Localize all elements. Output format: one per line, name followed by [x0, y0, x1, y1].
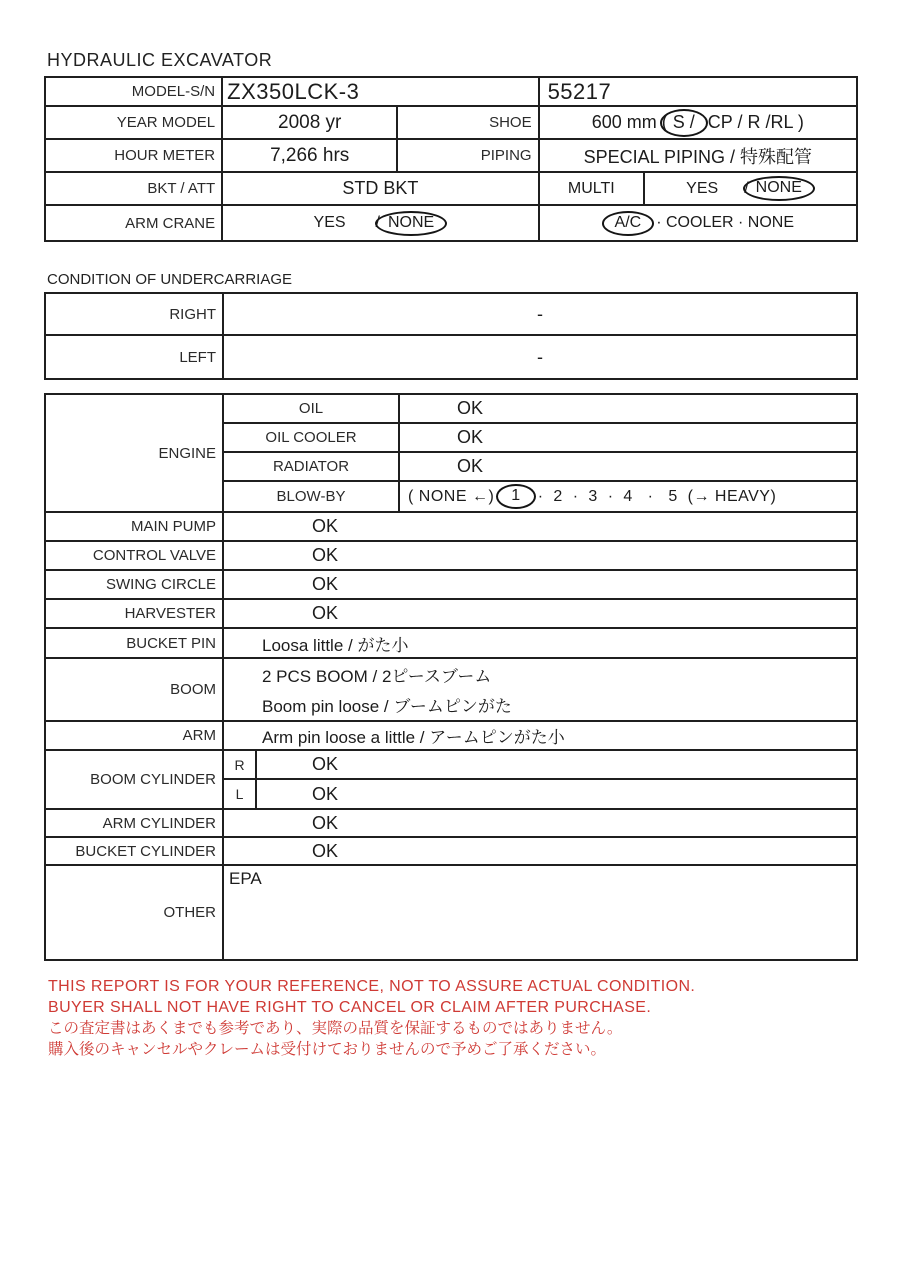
- control-valve-row: [46, 542, 856, 571]
- shoe-value-prefix: 600 mm (: [591, 112, 668, 132]
- boom-group: [46, 659, 856, 722]
- arm-crane-value: [223, 206, 539, 240]
- oil-cooler-label: OIL COOLER: [224, 424, 400, 451]
- report-content: [44, 0, 858, 1060]
- boom-note-line1: 2 PCS BOOM / 2ピースブーム: [262, 666, 492, 686]
- disclaimer: [48, 976, 858, 1060]
- ac-cooler-rest: · COOLER · NONE: [656, 214, 795, 231]
- bucket-pin-value: Loosa little / がた小: [262, 635, 409, 655]
- blow-by-label: BLOW-BY: [224, 482, 400, 511]
- radiator-value: OK: [457, 456, 484, 476]
- oil-label: OIL: [224, 395, 400, 422]
- blow-by-value: [400, 482, 856, 511]
- arm-label: ARM: [46, 722, 224, 749]
- swing-circle-value: OK: [312, 574, 339, 594]
- arm-cylinder-row: [46, 810, 856, 838]
- shoe-circle-annotation: S /: [660, 109, 708, 137]
- piping-label: PIPING: [398, 140, 539, 171]
- radiator-label: RADIATOR: [224, 453, 400, 480]
- ac-circle-annotation: A/C: [602, 211, 655, 236]
- serial-value: 55217: [547, 78, 612, 104]
- harvester-row: [46, 600, 856, 629]
- bkt-att-label: BKT / ATT: [46, 173, 223, 204]
- arm-row: [46, 722, 856, 751]
- disclaimer-line-3: この査定書はあくまでも参考であり、実際の品質を保証するものではありません。: [48, 1020, 623, 1037]
- bucket-pin-label: BUCKET PIN: [46, 629, 224, 657]
- other-group: [46, 866, 856, 959]
- disclaimer-line-2: BUYER SHALL NOT HAVE RIGHT TO CANCEL OR CLAIM AFTER PURCHASE.: [48, 999, 652, 1016]
- multi-yes-option: YES: [686, 179, 719, 197]
- main-pump-label: MAIN PUMP: [46, 513, 224, 540]
- arm-crane-label: ARM CRANE: [46, 206, 223, 240]
- shoe-value: [540, 107, 856, 138]
- multi-label: MULTI: [540, 173, 645, 204]
- right-label: RIGHT: [46, 294, 224, 334]
- main-pump-value: OK: [312, 516, 339, 536]
- page-title: HYDRAULIC EXCAVATOR: [47, 50, 273, 70]
- main-pump-row: [46, 513, 856, 542]
- boom-notes: [224, 659, 856, 720]
- engine-group: [46, 395, 856, 513]
- table-row: [224, 482, 856, 511]
- oil-cooler-value: OK: [457, 427, 484, 447]
- control-valve-value: OK: [312, 545, 339, 565]
- boom-cylinder-r-label: R: [224, 751, 257, 778]
- blow-by-prefix: ( NONE ←): [408, 487, 495, 505]
- other-label: OTHER: [46, 866, 224, 959]
- left-value: -: [537, 346, 543, 367]
- multi-value: [645, 173, 856, 204]
- table-row: [224, 780, 856, 808]
- boom-note-line2: Boom pin loose / ブームピンがた: [262, 697, 512, 717]
- bkt-att-value: STD BKT: [223, 173, 539, 204]
- left-label: LEFT: [46, 336, 224, 378]
- model-value: ZX350LCK-3: [223, 78, 539, 105]
- shoe-value-suffix: CP / R /RL ): [707, 112, 804, 132]
- oil-value: OK: [457, 398, 484, 418]
- disclaimer-line-4: 購入後のキャンセルやクレームは受付けておりませんので予めご了承ください。: [48, 1041, 607, 1058]
- bucket-pin-row: [46, 629, 856, 659]
- table-row: [46, 78, 856, 107]
- model-sn-label: MODEL-S/N: [46, 78, 223, 105]
- bucket-cylinder-label: BUCKET CYLINDER: [46, 838, 224, 864]
- other-value: EPA: [229, 869, 262, 888]
- table-row: [46, 336, 856, 378]
- control-valve-label: CONTROL VALVE: [46, 542, 224, 569]
- boom-cylinder-rows: [224, 751, 856, 808]
- arm-value: Arm pin loose a little / アームピンがた小: [262, 728, 565, 747]
- year-model-label: YEAR MODEL: [46, 107, 223, 138]
- arm-cylinder-label: ARM CYLINDER: [46, 810, 224, 836]
- boom-label: BOOM: [46, 659, 224, 720]
- bucket-cylinder-value: OK: [312, 840, 339, 861]
- table-row: [224, 751, 856, 780]
- table-row: [46, 107, 856, 140]
- table-row: [46, 206, 856, 240]
- undercarriage-heading: CONDITION OF UNDERCARRIAGE: [47, 271, 293, 288]
- blow-by-scale: · 2 · 3 · 4 · 5 (→ HEAVY): [537, 487, 777, 505]
- condition-table: [44, 393, 858, 961]
- boom-cylinder-l-label: L: [224, 780, 257, 808]
- blow-by-circle-annotation: 1: [496, 484, 535, 509]
- table-row: [46, 140, 856, 173]
- year-model-value: 2008 yr: [223, 107, 398, 138]
- arm-crane-circle-annotation: NONE: [375, 211, 447, 236]
- spec-table: [44, 76, 858, 242]
- swing-circle-row: [46, 571, 856, 600]
- multi-circle-annotation: NONE: [743, 176, 815, 201]
- hour-meter-value: 7,266 hrs: [223, 140, 398, 171]
- piping-value: SPECIAL PIPING / 特殊配管: [583, 146, 812, 167]
- bucket-cylinder-row: [46, 838, 856, 866]
- table-row: [46, 173, 856, 206]
- table-row: [46, 294, 856, 336]
- arm-cylinder-value: OK: [312, 812, 339, 833]
- swing-circle-label: SWING CIRCLE: [46, 571, 224, 598]
- shoe-label: SHOE: [398, 107, 539, 138]
- boom-cylinder-l-value: OK: [312, 783, 339, 804]
- arm-crane-yes-option: YES: [313, 214, 346, 231]
- table-row: [224, 395, 856, 424]
- arm-crane-slash: /: [375, 214, 380, 231]
- undercarriage-table: [44, 292, 858, 380]
- table-row: [224, 453, 856, 482]
- boom-cylinder-label: BOOM CYLINDER: [46, 751, 224, 808]
- engine-label: ENGINE: [46, 395, 224, 511]
- harvester-value: OK: [312, 603, 339, 623]
- hour-meter-label: HOUR METER: [46, 140, 223, 171]
- boom-cylinder-group: [46, 751, 856, 810]
- table-row: [224, 424, 856, 453]
- multi-slash: /: [744, 179, 749, 197]
- boom-cylinder-r-value: OK: [312, 754, 339, 774]
- ac-cooler-value: [540, 206, 856, 240]
- right-value: -: [537, 303, 543, 324]
- engine-rows: [224, 395, 856, 511]
- disclaimer-line-1: THIS REPORT IS FOR YOUR REFERENCE, NOT TO ASSURE ACTUAL CONDITION.: [48, 978, 696, 995]
- harvester-label: HARVESTER: [46, 600, 224, 627]
